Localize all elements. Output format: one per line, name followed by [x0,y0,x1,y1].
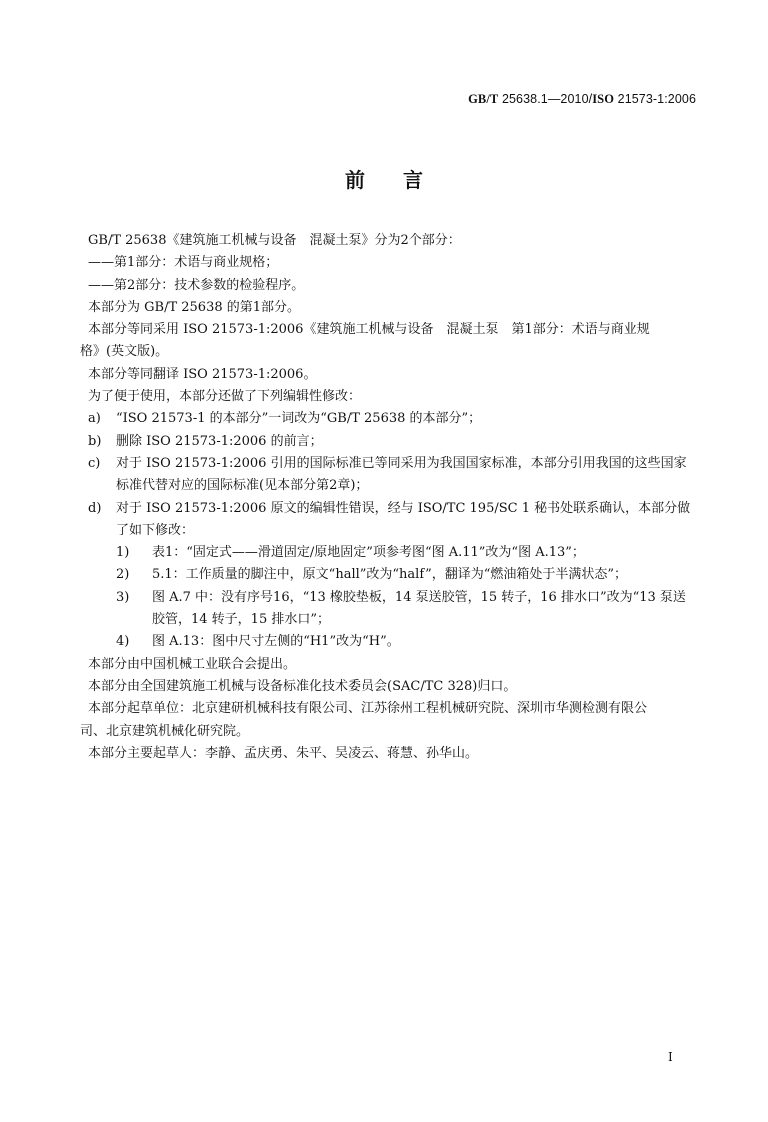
sub-edit-item [88,587,696,632]
list-marker: b) [88,433,102,449]
centralized-by-paragraph: 本部分由全国建筑施工机械与设备标准化技术委员会(SAC/TC 328)归口。 [88,678,517,694]
edit-item [88,498,696,543]
translation-paragraph: 本部分等同翻译 ISO 21573-1:2006。 [88,366,317,382]
part-2-line: ——第2部分：技术参数的检验程序。 [88,277,305,293]
drafting-units-line1: 本部分起草单位：北京建研机械科技有限公司、江苏徐州工程机械研究院、深圳市华测检测有限公 [88,701,648,717]
document-body [80,230,696,765]
standard-number-header [468,92,696,107]
adoption-paragraph-line1: 本部分等同采用 ISO 21573-1:2006《建筑施工机械与设备 混凝土泵 第1部分：术语与商业规 [88,322,650,338]
list-marker: 2) [116,567,130,583]
iso-prefix: ISO [592,92,615,106]
sub-edit-item [88,542,696,564]
this-part-paragraph: 本部分为 GB/T 25638 的第1部分。 [88,299,301,315]
sub-edit-item [88,564,696,586]
part-1-line: ——第1部分：术语与商业规格； [88,255,279,271]
gbt-code: 25638.1—2010/ [501,92,593,106]
page-number: I [668,1050,673,1064]
page-title: 前言 [345,168,461,192]
list-marker: c) [88,455,101,471]
list-text: 图 A.13：图中尺寸左侧的“H1”改为“H”。 [152,634,400,650]
list-marker: 4) [116,634,130,650]
list-marker: a) [88,411,101,427]
list-text: “ISO 21573-1 的本部分”一词改为“GB/T 25638 的本部分”； [116,411,482,427]
gbt-prefix: GB/T [468,92,499,106]
iso-code: 21573-1:2006 [617,92,696,106]
list-marker: 1) [116,545,130,561]
drafting-units-line2: 司、北京建筑机械化研究院。 [80,723,250,739]
edit-item [88,431,696,453]
list-marker: 3) [116,589,130,605]
drafters-paragraph: 本部分主要起草人：李静、孟庆勇、朱平、吴凌云、蒋慧、孙华山。 [88,745,479,761]
list-text: 删除 ISO 21573-1:2006 的前言； [116,433,323,449]
adoption-paragraph-line2: 格》(英文版)。 [80,344,169,360]
edit-intro-paragraph: 为了便于使用，本部分还做了下列编辑性修改： [88,389,362,405]
list-text: 表1：“固定式——滑道固定/原地固定”项参考图“图 A.11”改为“图 A.13”； [152,545,585,561]
intro-paragraph: GB/T 25638《建筑施工机械与设备 混凝土泵》分为2个部分： [88,233,461,248]
list-text: 对于 ISO 21573-1:2006 原文的编辑性错误，经与 ISO/TC 195/SC 1 秘书处联系确认，本部分做了如下修改： [116,500,691,538]
list-marker: d) [88,500,102,516]
list-text: 5.1：工作质量的脚注中，原文“hall”改为“half”，翻译为“燃油箱处于半满状态”； [152,567,628,583]
edit-item [88,453,696,498]
edit-item [88,408,696,430]
list-text: 对于 ISO 21573-1:2006 引用的国际标准已等同采用为我国国家标准，本部分引用我国的这些国家标准代替对应的国际标准(见本部分第2章)； [116,455,687,494]
sub-edit-item [88,631,696,653]
proposed-by-paragraph: 本部分由中国机械工业联合会提出。 [88,656,297,672]
list-text: 图 A.7 中：没有序号16，“13 橡胶垫板，14 泵送胶管，15 转子，16 排水口”改为“13 泵送胶管，14 转子，15 排水口”； [152,589,686,628]
